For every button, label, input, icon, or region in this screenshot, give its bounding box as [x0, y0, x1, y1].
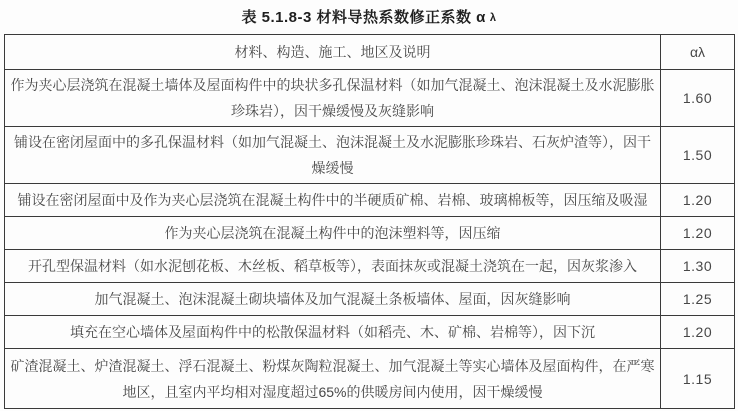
- table-row: [5, 349, 735, 409]
- row-coefficient-value: 1.50: [661, 127, 735, 184]
- table-row: [5, 217, 735, 250]
- table-row: [5, 316, 735, 349]
- row-coefficient-value: 1.30: [661, 250, 735, 283]
- row-description: 加气混凝土、泡沫混凝土砌块墙体及加气混凝土条板墙体、屋面，因灰缝影响: [5, 283, 661, 316]
- table-row: [5, 283, 735, 316]
- table-title-subscript: λ: [489, 12, 497, 24]
- row-description: 铺设在密闭屋面中的多孔保温材料（如加气混凝土、泡沫混凝土及水泥膨胀珍珠岩、石灰炉渣等），因干燥缓慢: [5, 127, 661, 184]
- row-coefficient-value: 1.60: [661, 70, 735, 127]
- row-coefficient-value: 1.20: [661, 316, 735, 349]
- table-row: [5, 127, 735, 184]
- header-cell-description: 材料、构造、施工、地区及说明: [5, 35, 661, 70]
- row-description: 开孔型保温材料（如水泥刨花板、木丝板、稻草板等），表面抹灰或混凝土浇筑在一起，因灰浆渗入: [5, 250, 661, 283]
- table-row: [5, 250, 735, 283]
- header-row: [5, 35, 735, 70]
- row-description: 铺设在密闭屋面中及作为夹心层浇筑在混凝土构件中的半硬质矿棉、岩棉、玻璃棉板等，因压缩及吸湿: [5, 184, 661, 217]
- row-coefficient-value: 1.20: [661, 217, 735, 250]
- table-row: [5, 184, 735, 217]
- row-description: 作为夹心层浇筑在混凝土构件中的泡沫塑料等，因压缩: [5, 217, 661, 250]
- row-description: 填充在空心墙体及屋面构件中的松散保温材料（如稻壳、木、矿棉、岩棉等），因下沉: [5, 316, 661, 349]
- table-row: [5, 70, 735, 127]
- table-title: [0, 6, 738, 27]
- row-coefficient-value: 1.25: [661, 283, 735, 316]
- row-description: 矿渣混凝土、炉渣混凝土、浮石混凝土、粉煤灰陶粒混凝土、加气混凝土等实心墙体及屋面构件，在严寒地区，且室内平均相对湿度超过65%的供暖房间内使用，因干燥缓慢: [5, 349, 661, 409]
- row-coefficient-value: 1.20: [661, 184, 735, 217]
- row-description: 作为夹心层浇筑在混凝土墙体及屋面构件中的块状多孔保温材料（如加气混凝土、泡沫混凝土及水泥膨胀珍珠岩），因干燥缓慢及灰缝影响: [5, 70, 661, 127]
- row-coefficient-value: 1.15: [661, 349, 735, 409]
- table-title-text: 表 5.1.8-3 材料导热系数修正系数 α: [241, 9, 486, 26]
- thermal-conductivity-correction-table: [4, 34, 735, 409]
- header-cell-coefficient: αλ: [661, 35, 735, 70]
